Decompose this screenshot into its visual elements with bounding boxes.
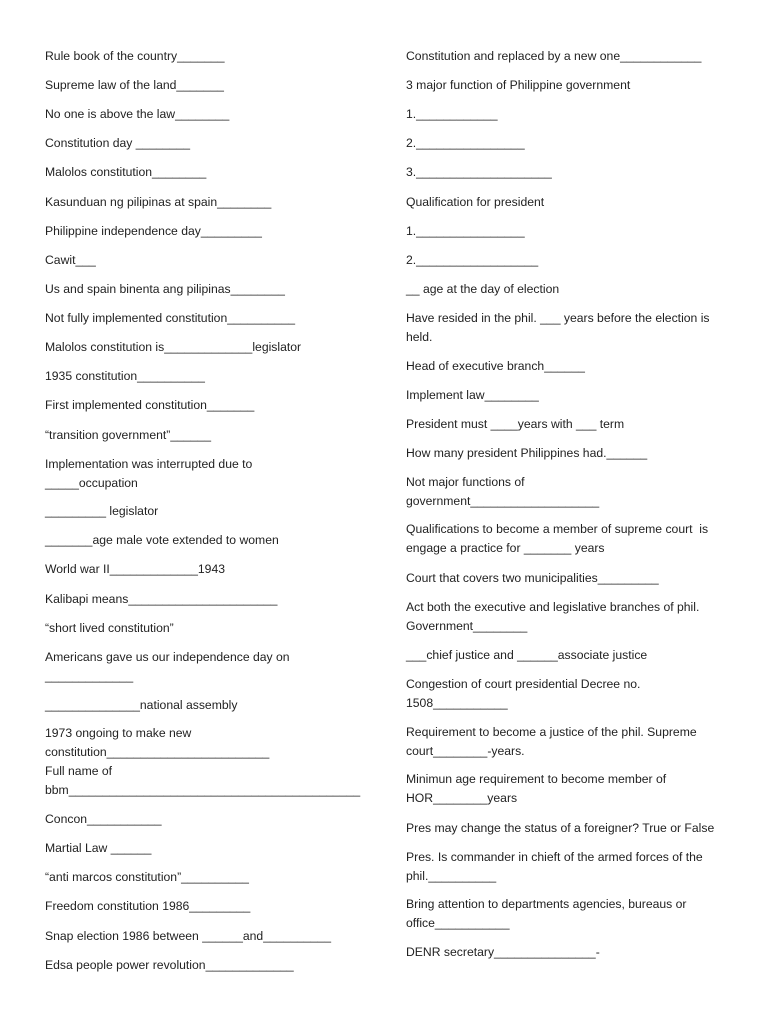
question-text-line: ______________national assembly bbox=[45, 698, 238, 712]
right-question-item bbox=[406, 675, 736, 713]
right-question-item bbox=[406, 473, 736, 511]
left-question-item bbox=[45, 338, 375, 357]
right-question-item bbox=[406, 357, 736, 376]
left-question-item bbox=[45, 839, 375, 858]
left-question-item bbox=[45, 222, 375, 241]
right-question-item bbox=[406, 943, 736, 962]
question-text-line: Malolos constitution________ bbox=[45, 165, 207, 179]
left-question-item bbox=[45, 76, 375, 95]
question-text-line: First implemented constitution_______ bbox=[45, 398, 255, 412]
right-question-item bbox=[406, 47, 736, 66]
question-text-line: 1.________________ bbox=[406, 224, 525, 238]
right-question-item bbox=[406, 222, 736, 241]
question-text-line: government___________________ bbox=[406, 494, 600, 508]
left-question-item bbox=[45, 590, 375, 609]
question-text-line: DENR secretary_______________- bbox=[406, 945, 600, 959]
left-question-item bbox=[45, 193, 375, 212]
question-text-line: Court that covers two municipalities_________ bbox=[406, 571, 659, 585]
left-question-item bbox=[45, 619, 375, 638]
question-text-line: _________ legislator bbox=[45, 504, 159, 518]
left-question-item bbox=[45, 724, 375, 800]
left-question-item bbox=[45, 502, 375, 521]
question-text-line: Constitution and replaced by a new one____________ bbox=[406, 49, 702, 63]
right-question-item bbox=[406, 163, 736, 182]
question-text-line: bbm___________________________________________ bbox=[45, 783, 361, 797]
question-text-line: Have resided in the phil. ___ years before the election is bbox=[406, 311, 710, 325]
question-text-line: _____________ bbox=[45, 669, 134, 683]
left-question-item bbox=[45, 163, 375, 182]
question-text-line: 3 major function of Philippine government bbox=[406, 78, 631, 92]
left-question-item bbox=[45, 47, 375, 66]
right-question-item bbox=[406, 134, 736, 153]
right-question-item bbox=[406, 309, 736, 347]
question-text-line: _____occupation bbox=[45, 476, 138, 490]
left-question-item bbox=[45, 868, 375, 887]
question-text-line: 1935 constitution__________ bbox=[45, 369, 205, 383]
right-question-item bbox=[406, 415, 736, 434]
right-question-item bbox=[406, 280, 736, 299]
question-text-line: Minimun age requirement to become member of bbox=[406, 772, 667, 786]
left-question-item bbox=[45, 396, 375, 415]
right-question-item bbox=[406, 251, 736, 270]
right-question-item bbox=[406, 569, 736, 588]
right-question-item bbox=[406, 819, 736, 838]
question-text-line: Constitution day ________ bbox=[45, 136, 191, 150]
right-question-item bbox=[406, 723, 736, 761]
right-question-item bbox=[406, 76, 736, 95]
question-text-line: Congestion of court presidential Decree no. bbox=[406, 677, 641, 691]
left-question-item bbox=[45, 927, 375, 946]
question-text-line: How many president Philippines had.______ bbox=[406, 446, 648, 460]
left-question-item bbox=[45, 560, 375, 579]
question-text-line: Us and spain binenta ang pilipinas________ bbox=[45, 282, 285, 296]
left-question-item bbox=[45, 455, 375, 493]
question-text-line: office___________ bbox=[406, 916, 510, 930]
question-text-line: ___chief justice and ______associate justice bbox=[406, 648, 648, 662]
right-question-item bbox=[406, 386, 736, 405]
question-text-line: 2.__________________ bbox=[406, 253, 539, 267]
question-text-line: _______age male vote extended to women bbox=[45, 533, 279, 547]
question-text-line: engage a practice for _______ years bbox=[406, 541, 605, 555]
left-question-item bbox=[45, 897, 375, 916]
question-text-line: Malolos constitution is_____________legislator bbox=[45, 340, 302, 354]
question-text-line: Implementation was interrupted due to bbox=[45, 457, 253, 471]
question-text-line: Not major functions of bbox=[406, 475, 525, 489]
question-text-line: court________-years. bbox=[406, 744, 525, 758]
question-text-line: “anti marcos constitution”__________ bbox=[45, 870, 249, 884]
left-question-item bbox=[45, 696, 375, 715]
question-text-line: Edsa people power revolution_____________ bbox=[45, 958, 294, 972]
left-question-item bbox=[45, 531, 375, 550]
left-question-item bbox=[45, 134, 375, 153]
question-text-line: “short lived constitution” bbox=[45, 621, 174, 635]
right-question-item bbox=[406, 105, 736, 124]
question-text-line: Bring attention to departments agencies, bureaus or bbox=[406, 897, 687, 911]
question-text-line: Government________ bbox=[406, 619, 528, 633]
left-question-item bbox=[45, 956, 375, 975]
left-question-item bbox=[45, 367, 375, 386]
question-text-line: “transition government”______ bbox=[45, 428, 211, 442]
question-text-line: phil.__________ bbox=[406, 869, 497, 883]
question-text-line: 1973 ongoing to make new bbox=[45, 726, 192, 740]
question-text-line: held. bbox=[406, 330, 433, 344]
left-question-item bbox=[45, 810, 375, 829]
question-text-line: Cawit___ bbox=[45, 253, 96, 267]
question-text-line: Not fully implemented constitution__________ bbox=[45, 311, 296, 325]
question-text-line: Requirement to become a justice of the phil. Supreme bbox=[406, 725, 697, 739]
question-text-line: Act both the executive and legislative branches of phil. bbox=[406, 600, 700, 614]
question-text-line: Rule book of the country_______ bbox=[45, 49, 225, 63]
right-question-item bbox=[406, 895, 736, 933]
question-text-line: Philippine independence day_________ bbox=[45, 224, 262, 238]
right-question-item bbox=[406, 770, 736, 808]
question-text-line: 3.____________________ bbox=[406, 165, 552, 179]
question-text-line: No one is above the law________ bbox=[45, 107, 230, 121]
question-text-line: Qualifications to become a member of supreme court is bbox=[406, 522, 709, 536]
question-text-line: President must ____years with ___ term bbox=[406, 417, 625, 431]
question-text-line: Martial Law ______ bbox=[45, 841, 152, 855]
question-text-line: Snap election 1986 between ______and__________ bbox=[45, 929, 331, 943]
left-question-item bbox=[45, 309, 375, 328]
question-text-line: Implement law________ bbox=[406, 388, 539, 402]
question-text-line: 1508___________ bbox=[406, 696, 508, 710]
question-text-line: Supreme law of the land_______ bbox=[45, 78, 224, 92]
right-question-item bbox=[406, 520, 736, 558]
question-text-line: Pres. Is commander in chieft of the armed forces of the bbox=[406, 850, 703, 864]
question-text-line: Concon___________ bbox=[45, 812, 162, 826]
question-text-line: Full name of bbox=[45, 764, 113, 778]
left-question-item bbox=[45, 251, 375, 270]
right-question-item bbox=[406, 598, 736, 636]
left-question-item bbox=[45, 426, 375, 445]
question-text-line: Kalibapi means______________________ bbox=[45, 592, 278, 606]
right-question-item bbox=[406, 848, 736, 886]
question-text-line: Qualification for president bbox=[406, 195, 545, 209]
left-question-item bbox=[45, 280, 375, 299]
question-text-line: Pres may change the status of a foreigner? True or False bbox=[406, 821, 715, 835]
right-question-item bbox=[406, 444, 736, 463]
question-text-line: HOR________years bbox=[406, 791, 518, 805]
question-text-line: Head of executive branch______ bbox=[406, 359, 585, 373]
left-question-item bbox=[45, 105, 375, 124]
question-text-line: constitution________________________ bbox=[45, 745, 270, 759]
left-question-item bbox=[45, 648, 375, 686]
question-text-line: Freedom constitution 1986_________ bbox=[45, 899, 251, 913]
question-text-line: Americans gave us our independence day on bbox=[45, 650, 290, 664]
question-text-line: __ age at the day of election bbox=[406, 282, 560, 296]
question-text-line: 1.____________ bbox=[406, 107, 498, 121]
question-text-line: Kasunduan ng pilipinas at spain________ bbox=[45, 195, 272, 209]
question-text-line: 2.________________ bbox=[406, 136, 525, 150]
question-text-line: World war II_____________1943 bbox=[45, 562, 226, 576]
right-question-item bbox=[406, 193, 736, 212]
right-question-item bbox=[406, 646, 736, 665]
